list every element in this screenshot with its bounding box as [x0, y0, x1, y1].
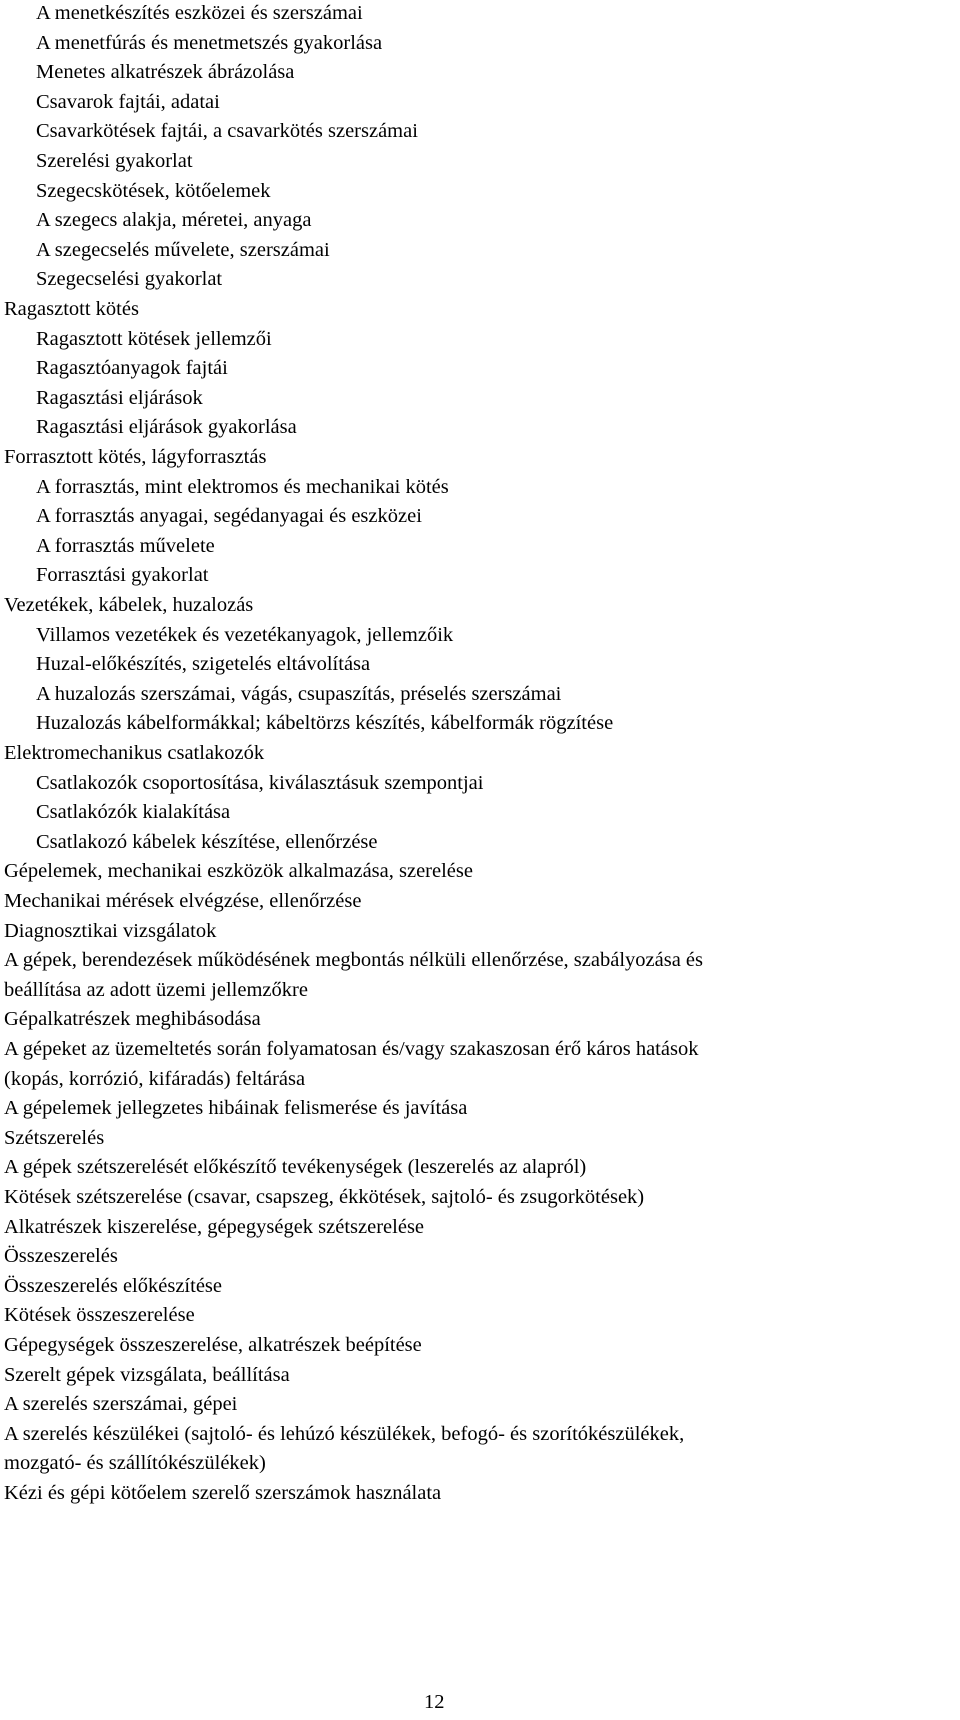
text-line: A menetkészítés eszközei és szerszámai: [36, 2, 363, 24]
text-line: Csavarok fajtái, adatai: [36, 90, 220, 113]
text-line: Összeszerelés: [4, 1245, 118, 1268]
text-line: A szegecselés művelete, szerszámai: [36, 238, 330, 261]
text-line: Gépegységek összeszerelése, alkatrészek beépítése: [4, 1334, 422, 1356]
text-line: A menetfúrás és menetmetszés gyakorlása: [36, 31, 383, 54]
text-line: Szegecselési gyakorlat: [36, 268, 223, 291]
text-line: A gépeket az üzemeltetés során folyamatosan és/vagy szakaszosan érő káros hatások: [4, 1038, 699, 1060]
text-line: A szerelés készülékei (sajtoló- és lehúzó készülékek, befogó- és szorítókészülékek,: [4, 1422, 685, 1445]
text-line: Huzal-előkészítés, szigetelés eltávolítása: [36, 653, 371, 676]
text-line: Összeszerelés előkészítése: [4, 1274, 222, 1297]
text-line: A forrasztás anyagai, segédanyagai és eszközei: [36, 505, 422, 528]
text-line: Alkatrészek kiszerelése, gépegységek szétszerelése: [4, 1215, 425, 1238]
text-line: Kötések összeszerelése: [4, 1304, 195, 1327]
text-line: Csatlakózók kialakítása: [36, 801, 231, 824]
text-line: Ragasztóanyagok fajtái: [36, 357, 228, 380]
text-line: Ragasztási eljárások gyakorlása: [36, 416, 297, 439]
text-line: A huzalozás szerszámai, vágás, csupaszítás, préselés szerszámai: [36, 682, 562, 705]
text-line: A gépek szétszerelését előkészítő tevékenységek (leszerelés az alapról): [4, 1156, 587, 1179]
text-line: Szerelési gyakorlat: [36, 150, 193, 172]
page-number-text: 12: [424, 1691, 445, 1713]
text-line: Csatlakozók csoportosítása, kiválasztásuk szempontjai: [36, 771, 484, 794]
text-line: Diagnosztikai vizsgálatok: [4, 919, 217, 942]
text-line: A forrasztás, mint elektromos és mechanikai kötés: [36, 475, 449, 498]
text-line: Kötések szétszerelése (csavar, csapszeg, ékkötések, sajtoló- és zsugorkötések): [4, 1186, 645, 1208]
text-line: Gépelemek, mechanikai eszközök alkalmazása, szerelése: [4, 860, 473, 883]
text-line: beállítása az adott üzemi jellemzőkre: [4, 978, 308, 1001]
text-line: mozgató- és szállítókészülékek): [4, 1452, 266, 1475]
text-line: Villamos vezetékek és vezetékanyagok, jellemzőik: [36, 623, 454, 646]
text-line: Menetes alkatrészek ábrázolása: [36, 61, 295, 84]
text-line: Ragasztási eljárások: [36, 386, 203, 409]
text-line: A szerelés szerszámai, gépei: [4, 1393, 238, 1416]
text-line: Forrasztási gyakorlat: [36, 564, 209, 587]
text-line: Csavarkötések fajtái, a csavarkötés szerszámai: [36, 120, 418, 143]
text-line: (kopás, korrózió, kifáradás) feltárása: [4, 1067, 306, 1090]
text-line: Szerelt gépek vizsgálata, beállítása: [4, 1363, 290, 1386]
text-line: Gépalkatrészek meghibásodása: [4, 1008, 261, 1031]
text-line: Ragasztott kötés: [4, 298, 139, 320]
text-line: Csatlakozó kábelek készítése, ellenőrzése: [36, 830, 378, 853]
text-line: Forrasztott kötés, lágyforrasztás: [4, 446, 267, 468]
text-line: Mechanikai mérések elvégzése, ellenőrzése: [4, 890, 362, 912]
text-line: Huzalozás kábelformákkal; kábeltörzs készítés, kábelformák rögzítése: [36, 712, 614, 735]
text-line: Szétszerelés: [4, 1126, 105, 1149]
text-line: Elektromechanikus csatlakozók: [4, 742, 265, 764]
text-line: A gépek, berendezések működésének megbontás nélküli ellenőrzése, szabályozása és: [4, 949, 704, 972]
text-line: Kézi és gépi kötőelem szerelő szerszámok használata: [4, 1482, 442, 1504]
text-line: A szegecs alakja, méretei, anyaga: [36, 209, 312, 232]
text-line: Ragasztott kötések jellemzői: [36, 327, 272, 350]
text-line: A forrasztás művelete: [36, 534, 215, 557]
text-line: Szegecskötések, kötőelemek: [36, 179, 271, 202]
text-line: Vezetékek, kábelek, huzalozás: [4, 594, 254, 616]
text-line: A gépelemek jellegzetes hibáinak felismerése és javítása: [4, 1097, 468, 1120]
